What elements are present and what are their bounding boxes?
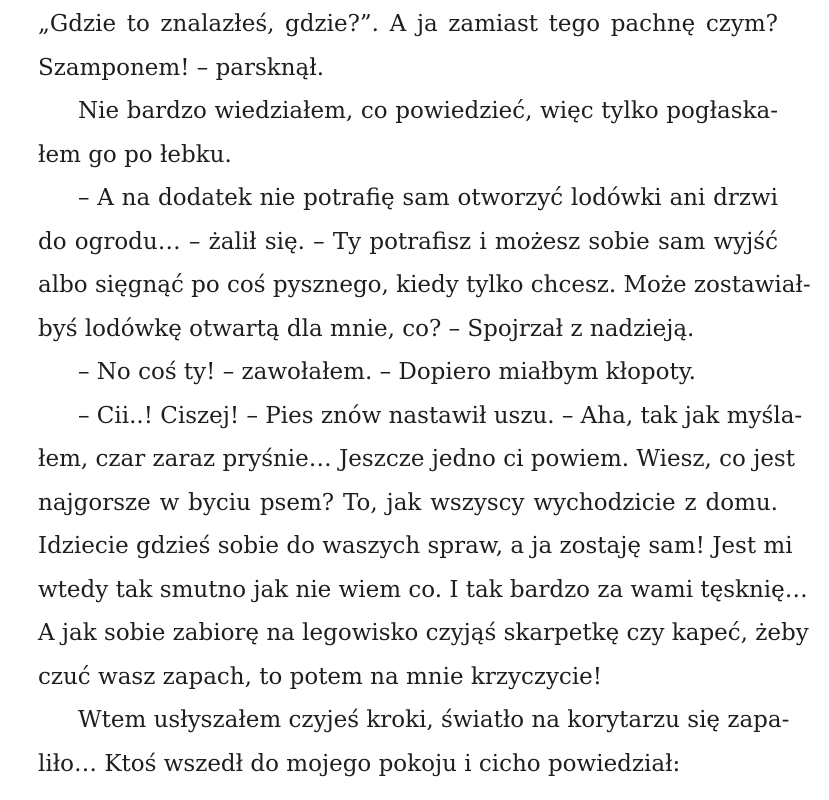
text-line: liło… Ktoś wszedł do mojego pokoju i cicho powiedział: xyxy=(38,750,681,777)
page-text xyxy=(38,3,811,786)
text-line: najgorsze w byciu psem? To, jak wszyscy wychodzicie z domu. xyxy=(38,489,778,516)
text-line: Idziecie gdzieś sobie do waszych spraw, a ja zostaję sam! Jest mi xyxy=(38,533,793,559)
text-line: – A na dodatek nie potrafię sam otworzyć lodówki ani drzwi xyxy=(78,185,778,211)
text-line: albo sięgnąć po coś pysznego, kiedy tylko chcesz. Może zostawiał- xyxy=(38,272,811,298)
text-line: byś lodówkę otwartą dla mnie, co? – Spojrzał z nadzieją. xyxy=(38,315,695,342)
text-line: do ogrodu… – żalił się. – Ty potrafisz i możesz sobie sam wyjść xyxy=(38,228,778,255)
text-line: czuć wasz zapach, to potem na mnie krzyczycie! xyxy=(38,663,603,690)
text-line: łem go po łebku. xyxy=(38,141,232,168)
text-line: – No coś ty! – zawołałem. – Dopiero miałbym kłopoty. xyxy=(78,359,696,385)
text-line: A jak sobie zabiorę na legowisko czyjąś skarpetkę czy kapeć, żeby xyxy=(38,620,809,646)
text-line: Wtem usłyszałem czyjeś kroki, światło na korytarzu się zapa- xyxy=(78,707,790,733)
text-line: wtedy tak smutno jak nie wiem co. I tak bardzo za wami tęsknię… xyxy=(38,576,808,603)
text-line: łem, czar zaraz pryśnie… Jeszcze jedno ci powiem. Wiesz, co jest xyxy=(38,446,795,472)
text-line: „Gdzie to znalazłeś, gdzie?”. A ja zamiast tego pachnę czym? xyxy=(38,11,778,37)
text-line: Szamponem! – parsknął. xyxy=(38,54,325,81)
text-line: – Cii..! Ciszej! – Pies znów nastawił uszu. – Aha, tak jak myśla- xyxy=(78,402,803,429)
text-line: Nie bardzo wiedziałem, co powiedzieć, więc tylko pogłaska- xyxy=(78,98,778,124)
